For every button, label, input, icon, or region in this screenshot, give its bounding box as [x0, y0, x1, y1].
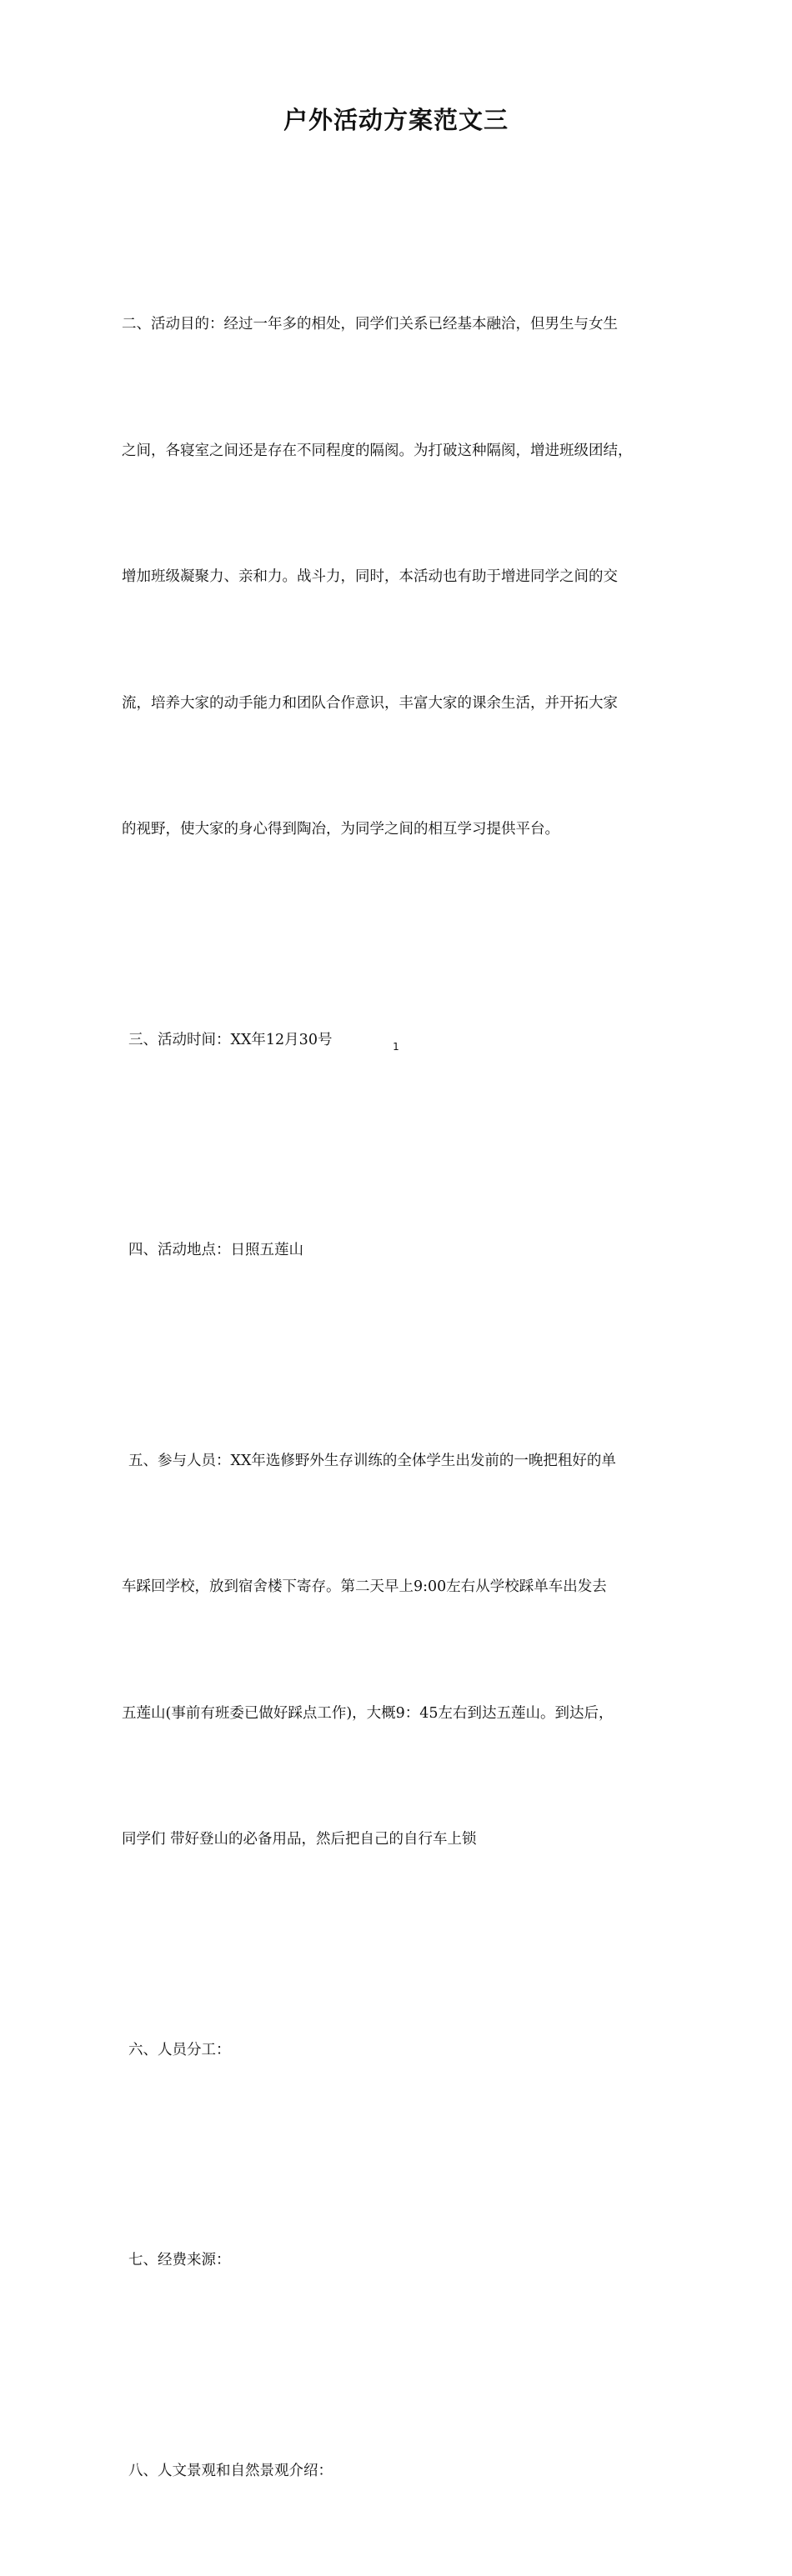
- document-page: [0, 0, 792, 1122]
- text-line: 的视野，使大家的身心得到陶冶，为同学之间的相互学习提供平台。: [122, 808, 679, 851]
- paragraph-funding: [122, 2155, 679, 2366]
- text-line: 七、经费来源：: [128, 2239, 679, 2282]
- paragraph-scenery: [122, 2366, 679, 2576]
- page-number: 1: [0, 1040, 792, 1053]
- text-line: 同学们 带好登山的必备用品，然后把自己的自行车上锁: [122, 1818, 679, 1861]
- paragraph-purpose: [122, 219, 679, 935]
- text-line: 之间，各寝室之间还是存在不同程度的隔阂。为打破这种隔阂，增进班级团结，: [122, 430, 679, 473]
- paragraph-participants: [122, 1356, 679, 1945]
- text-line: 六、人员分工：: [128, 2029, 679, 2072]
- text-line: 八、人文景观和自然景观介绍：: [128, 2450, 679, 2493]
- document-body: [122, 219, 679, 2576]
- paragraph-location: [122, 1145, 679, 1356]
- paragraph-division: [122, 1945, 679, 2156]
- text-line: 五莲山(事前有班委已做好踩点工作)，大概9：45左右到达五莲山。到达后，: [122, 1693, 679, 1735]
- text-line: 增加班级凝聚力、亲和力。战斗力，同时，本活动也有助于增进同学之间的交: [122, 556, 679, 598]
- document-title: 户外活动方案范文三: [0, 102, 792, 138]
- text-line: 五、参与人员：XX年选修野外生存训练的全体学生出发前的一晚把租好的单: [122, 1440, 679, 1483]
- text-line: 二、活动目的：经过一年多的相处，同学们关系已经基本融洽，但男生与女生: [122, 303, 679, 346]
- text-line: 流，培养大家的动手能力和团队合作意识，丰富大家的课余生活，并开拓大家: [122, 683, 679, 725]
- text-line: 四、活动地点：日照五莲山: [128, 1229, 679, 1272]
- text-line: 车踩回学校，放到宿舍楼下寄存。第二天早上9:00左右从学校踩单车出发去: [122, 1566, 679, 1608]
- text-line: 三、活动时间：XX年12月30号: [128, 1019, 679, 1062]
